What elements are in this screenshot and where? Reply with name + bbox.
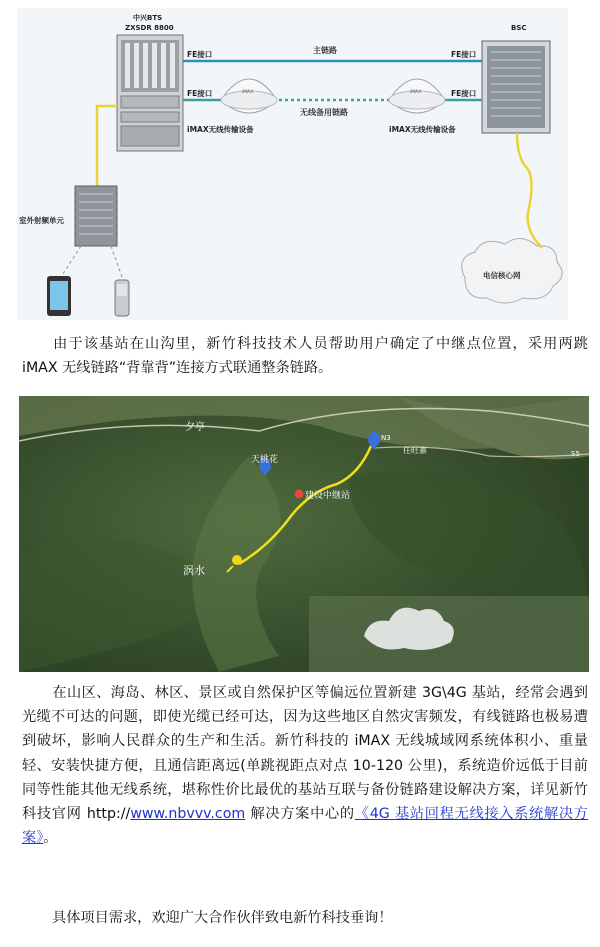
bsc-cabinet [482,41,550,133]
map-label-town: 涡水 [183,564,205,577]
map-label-northwest: 夕亭 [185,422,205,433]
website-link[interactable]: www.nbvvv.com [130,806,246,823]
radio-link-right [111,246,123,280]
network-diagram [17,8,568,320]
imax-device-left [221,79,277,113]
paragraph-solution-end: 。 [43,830,58,847]
imax-logo-left: iMAX [242,90,254,95]
rru-cable [97,106,117,186]
map-marker-site [295,490,304,499]
fe-port-label-bts-backup: FE接口 [187,89,213,98]
bts-name-line2: ZXSDR 8800 [125,24,174,32]
paragraph-contact-text: 具体项目需求，欢迎广大合作伙伴致电新竹科技垂询！ [52,910,393,926]
paragraph-solution [22,681,588,850]
map-label-east: 任旺寨 [403,446,427,455]
imax-logo-right: iMAX [410,90,422,95]
feature-phone [115,280,129,316]
core-network-cable [517,133,542,248]
fe-port-label-bsc-backup: FE接口 [451,89,477,98]
bts-cabinet [117,35,183,151]
paragraph-contact [22,907,588,931]
imax-device-label-right: iMAX无线传输设备 [389,125,456,134]
solution-doc-link[interactable]: 《4G 基站回程无线接入系统解决方案》 [22,806,588,847]
core-network-label: 电信核心网 [483,271,521,280]
bts-name-line1: 中兴BTS [133,14,163,22]
map-label-far-east: S5 [571,450,580,458]
paragraph-solution-mid: 解决方案中心的 [245,806,355,823]
map-label-site: 建设中继站 [305,491,351,501]
paragraph-relay-site-text: 由于该基站在山沟里，新竹科技技术人员帮助用户确定了中继点位置，采用两跳 iMAX 无线链路“背靠背”连接方式联通整条链路。 [22,336,588,376]
map-label-pin-ne: N3 [381,434,391,442]
imax-device-label-left: iMAX无线传输设备 [187,125,254,134]
radio-link-left [59,246,81,280]
map-label-relay: 天桃花 [251,455,279,465]
main-link-label: 主链路 [313,46,337,55]
fe-port-label-bsc-main: FE接口 [451,50,477,59]
smartphone [47,276,71,316]
imax-device-right [389,79,445,113]
fe-port-label-bts-main: FE接口 [187,50,213,59]
backup-link-label: 无线备用链路 [300,108,348,117]
outdoor-rru [75,186,117,246]
satellite-map-photo [19,396,589,672]
bsc-label: BSC [511,24,527,32]
paragraph-relay-site [22,333,588,380]
paragraph-solution-text: 在山区、海岛、林区、景区或自然保护区等偏远位置新建 3G\4G 基站，经常会遇到光缆不可达的问题，即使光缆已经可达，因为这些地区自然灾害频发，有线链路也极易遭到破坏，影响人民群众的生产和生活。新竹科技的 iMAX 无线城域网系统体积小、重量轻、安装快捷方便，且通信距离远(单跳视距点对点 10-120 公里)，系统造价远低于目前同等性能其他无线系统，堪称性价比最优的基站互联与备份链路建设解决方案，详见新竹科技官网 http:// [22,685,588,823]
outdoor-rru-label: 室外射频单元 [19,216,64,225]
